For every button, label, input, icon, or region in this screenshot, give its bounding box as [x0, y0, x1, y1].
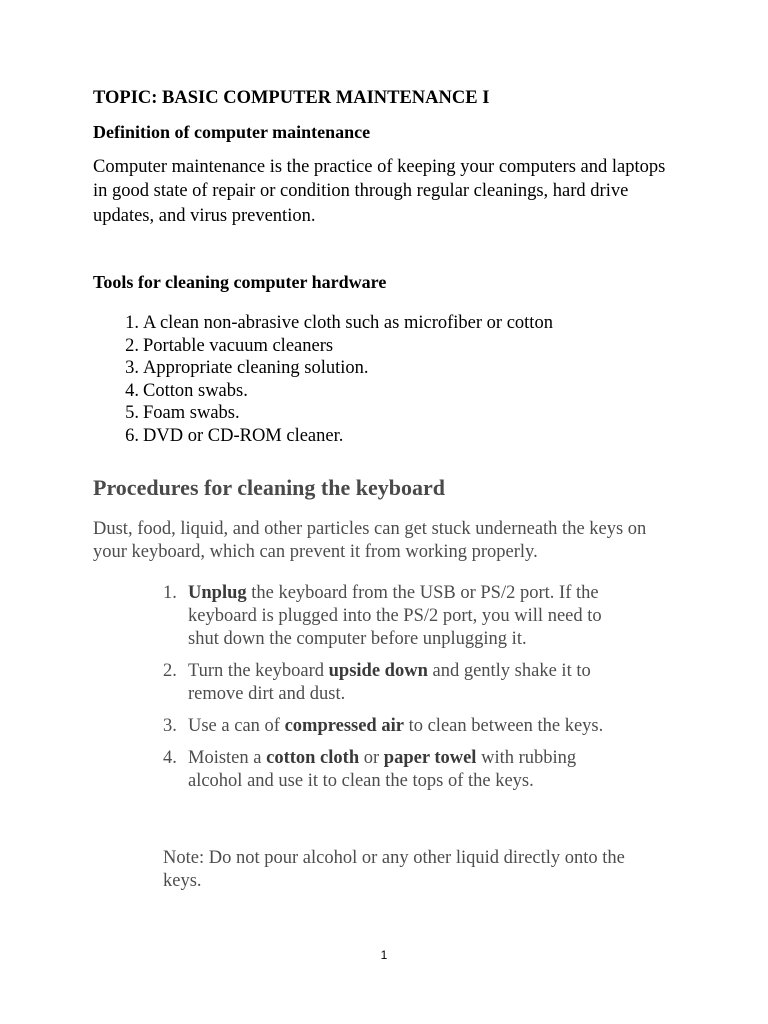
- step-text: [188, 582, 633, 651]
- step-text: [188, 715, 633, 738]
- list-item: [93, 402, 553, 425]
- step-text-part: Use a can of: [188, 716, 285, 736]
- procedure-step: [163, 747, 633, 793]
- definition-heading: Definition of computer maintenance: [93, 122, 371, 142]
- step-emphasis: Unplug: [188, 583, 247, 603]
- step-text: [188, 747, 633, 793]
- procedures-intro: Dust, food, liquid, and other particles can get stuck underneath the keys on your keyboard, which can prevent it from working properly.: [93, 519, 647, 562]
- step-text-part: the keyboard from the USB or PS/2 port. If the keyboard is plugged into the PS/2 port, you will need to shut down the computer before unplugging it.: [188, 583, 602, 649]
- step-text-part: or: [359, 748, 384, 768]
- list-item: [93, 380, 553, 403]
- list-item-number: 2.: [125, 335, 139, 356]
- list-item-text: Appropriate cleaning solution.: [143, 358, 369, 378]
- tools-list: [93, 312, 553, 447]
- step-emphasis: compressed air: [284, 716, 404, 736]
- page-number: 1: [380, 948, 388, 962]
- list-item-number: 1.: [125, 313, 139, 333]
- step-number: 3.: [163, 716, 177, 736]
- step-emphasis: paper towel: [383, 748, 477, 768]
- procedure-step: [163, 715, 633, 738]
- step-text-part: Turn the keyboard: [188, 661, 329, 681]
- procedure-steps: [163, 582, 633, 802]
- step-text-part: Moisten a: [188, 748, 267, 768]
- list-item-text: Portable vacuum cleaners: [143, 335, 334, 356]
- list-item: [93, 312, 553, 335]
- step-text-part: with rubbing alcohol and use it to clean the tops of the keys.: [188, 748, 577, 791]
- step-text-part: and gently shake it to remove dirt and dust.: [188, 661, 591, 704]
- step-number: 1.: [163, 583, 177, 603]
- page-title: TOPIC: BASIC COMPUTER MAINTENANCE I: [93, 88, 490, 108]
- list-item: [93, 357, 553, 380]
- list-item: [93, 425, 553, 448]
- procedures-heading: Procedures for cleaning the keyboard: [93, 475, 445, 500]
- procedure-step: [163, 660, 633, 706]
- safety-note: Note: Do not pour alcohol or any other liquid directly onto the keys.: [163, 848, 625, 891]
- tools-heading: Tools for cleaning computer hardware: [93, 272, 387, 292]
- step-text-part: to clean between the keys.: [403, 716, 604, 736]
- list-item: [93, 335, 553, 358]
- step-number: 4.: [163, 748, 177, 768]
- list-item-number: 5.: [125, 403, 139, 423]
- list-item-text: A clean non-abrasive cloth such as microfiber or cotton: [143, 313, 553, 333]
- step-emphasis: cotton cloth: [266, 748, 360, 768]
- step-text: [188, 660, 633, 706]
- list-item-text: Cotton swabs.: [143, 380, 248, 401]
- list-item-text: DVD or CD-ROM cleaner.: [143, 425, 344, 446]
- step-number: 2.: [163, 661, 177, 681]
- list-item-number: 4.: [125, 380, 139, 401]
- definition-paragraph: Computer maintenance is the practice of keeping your computers and laptops in good state of repair or condition through regular cleanings, hard drive updates, and virus prevention.: [93, 157, 666, 226]
- step-emphasis: upside down: [328, 661, 428, 681]
- procedure-step: [163, 582, 633, 651]
- list-item-text: Foam swabs.: [143, 403, 240, 423]
- list-item-number: 6.: [125, 425, 139, 446]
- list-item-number: 3.: [125, 358, 139, 378]
